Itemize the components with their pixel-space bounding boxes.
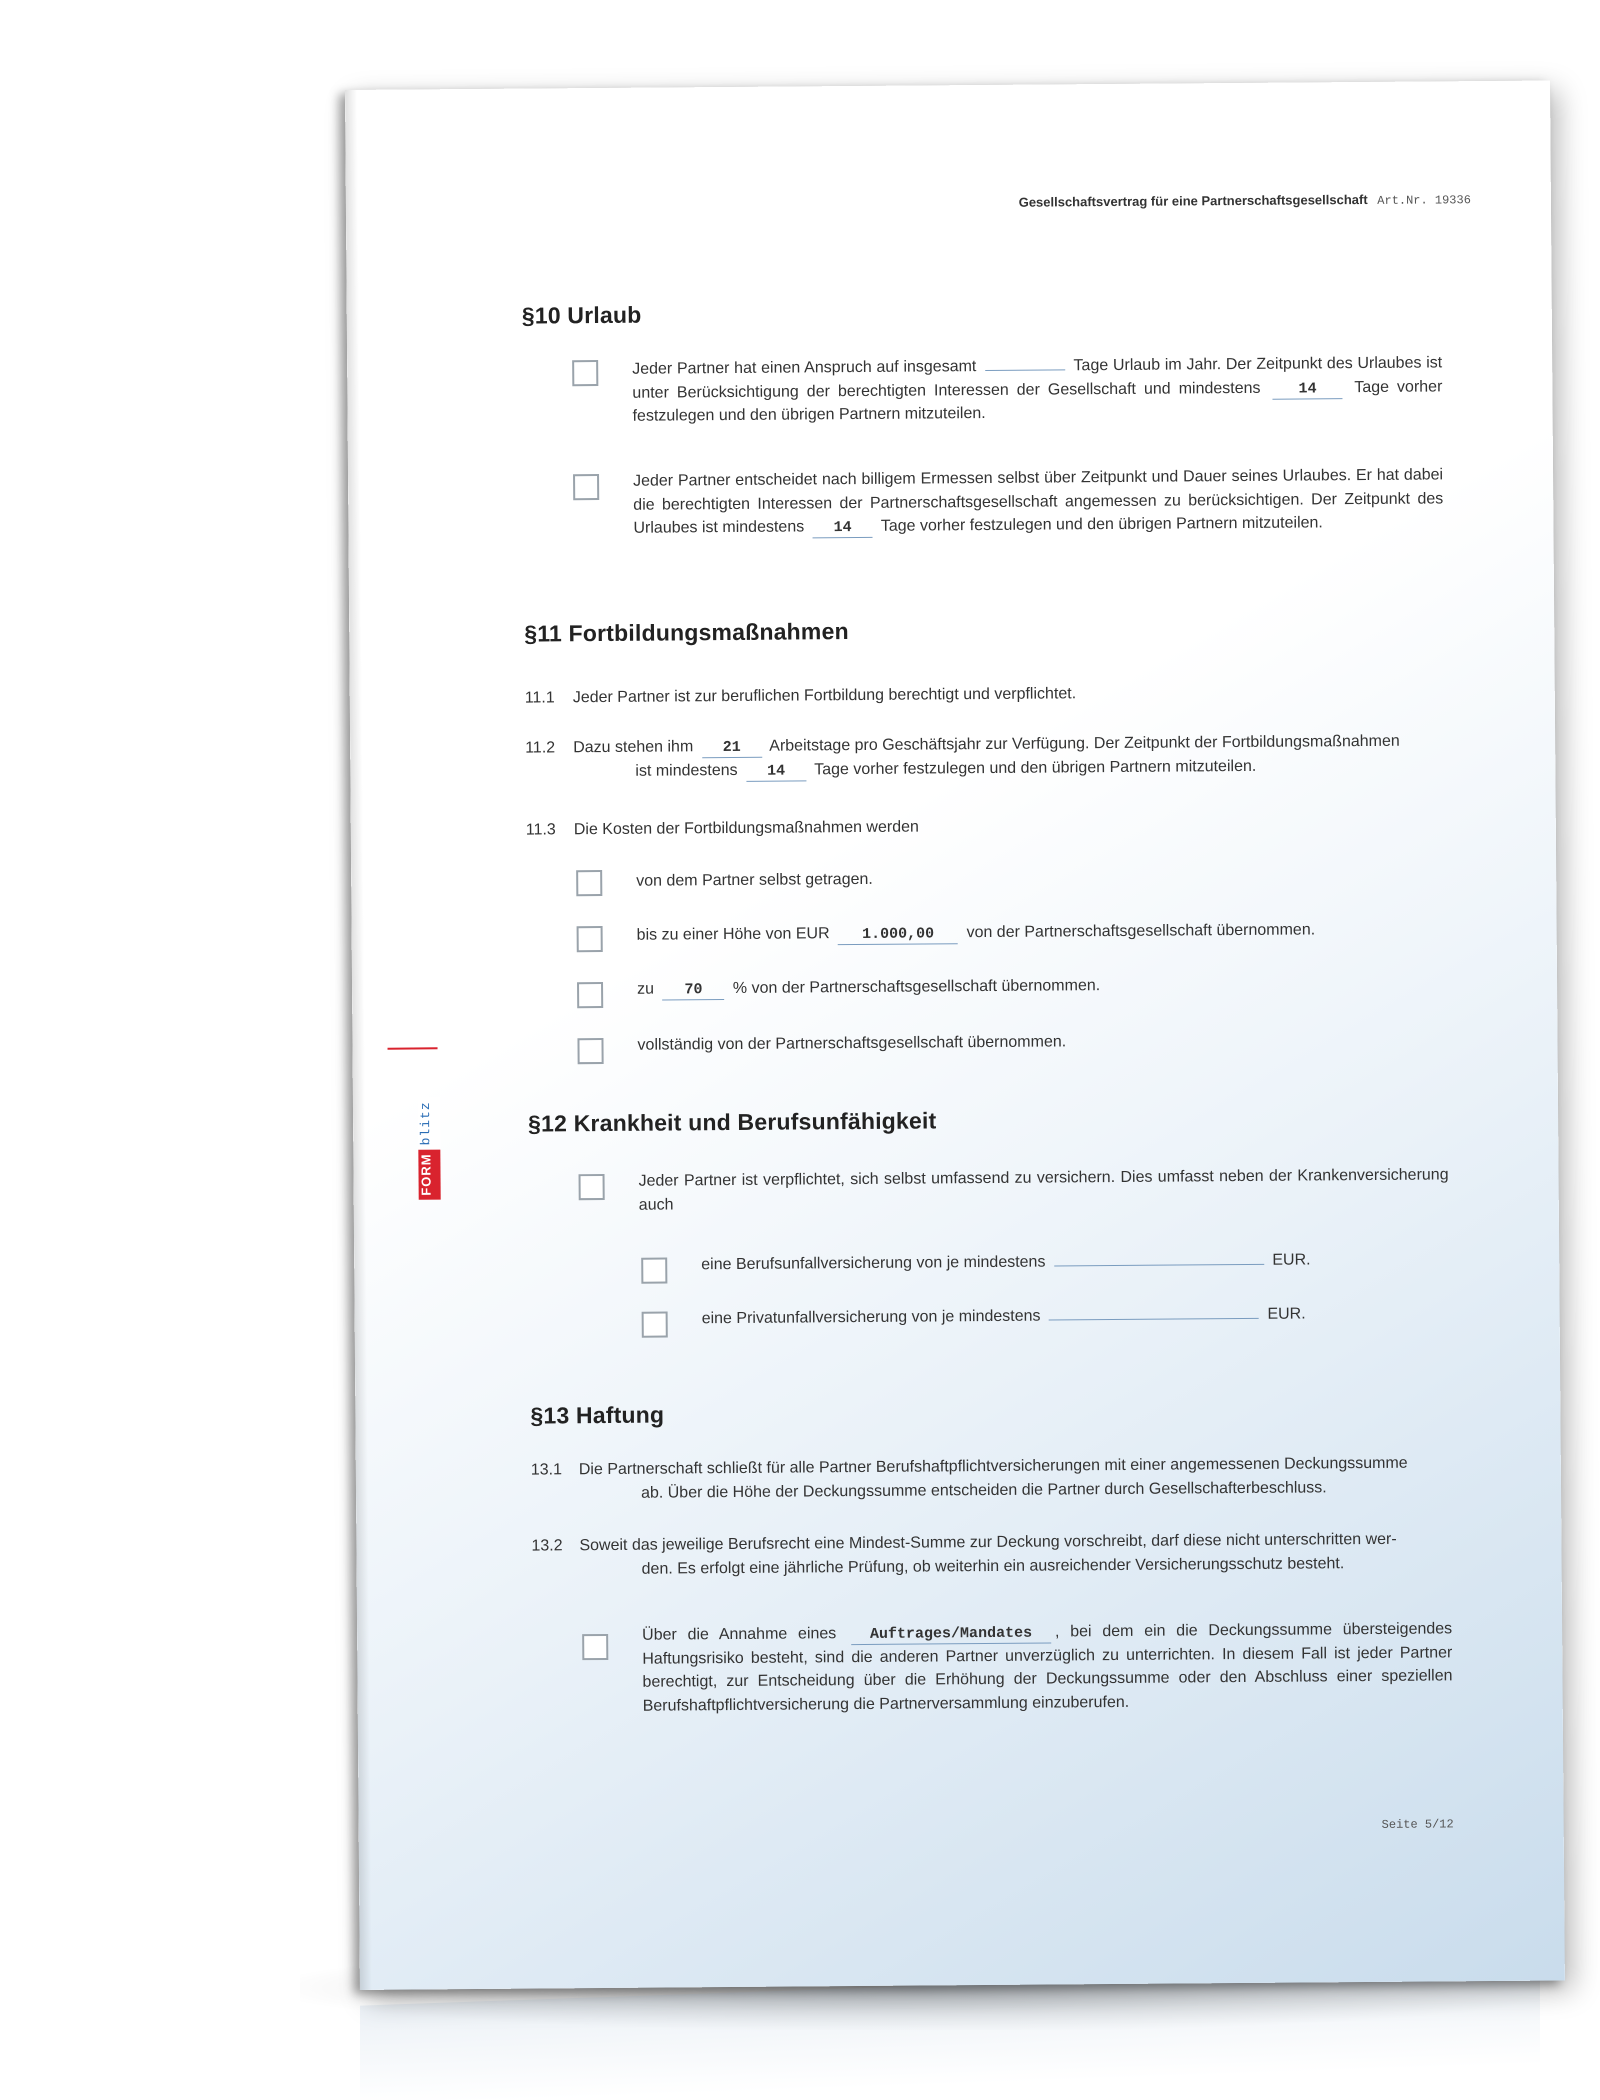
document-title: Gesellschaftsvertrag für eine Partnerschaftsgesellschaft: [1018, 191, 1368, 210]
text-segment: Die Kosten der Fortbildungsmaßnahmen werden: [573, 818, 919, 839]
text-segment: % von der Partnerschaftsgesellschaft übernommen.: [732, 977, 1101, 997]
option-cost-self: von dem Partner selbst getragen.: [636, 870, 873, 890]
checkbox-urlaub-fixed[interactable]: [572, 360, 598, 386]
notice-days-field[interactable]: 14: [746, 762, 806, 781]
clause-11-1: [525, 679, 1445, 710]
text-segment: Jeder Partner ist zur beruflichen Fortbildung berechtigt und verpflichtet.: [572, 685, 1077, 707]
text-segment: ist mindestens: [635, 761, 738, 780]
section-heading-urlaub: §10 Urlaub: [521, 301, 642, 329]
formblitz-logo: [418, 1049, 441, 1199]
mandate-type-field[interactable]: Auftrages/Mandates: [851, 1625, 1051, 1646]
checkbox-private-accident[interactable]: [642, 1312, 668, 1338]
logo-form-text: FORM: [418, 1149, 440, 1199]
article-number: Art.Nr. 19336: [1377, 193, 1471, 208]
text-segment: Tage Urlaub im Jahr. Der Zeitpunkt des Urlaubes ist unter Berücksichtigung der berechtigten Interessen der Gesellschaft und mindestens: [632, 354, 1443, 402]
checkbox-urlaub-flexible[interactable]: [573, 474, 599, 500]
text-segment: Arbeitstage pro Geschäftsjahr zur Verfügung. Der Zeitpunkt der Fortbildungsmaßnahmen: [769, 732, 1400, 755]
text-segment: EUR.: [1272, 1251, 1311, 1269]
text-segment: Dazu stehen ihm: [573, 738, 694, 757]
clause-number: 11.2: [525, 739, 556, 757]
occupational-insurance-amount-field[interactable]: [1054, 1264, 1264, 1267]
option-occupational-accident: [701, 1248, 1401, 1277]
text-segment: zu: [637, 980, 655, 998]
document-body: [521, 291, 1453, 1715]
text-segment: Soweit das jeweilige Berufsrecht eine Mindest-Summe zur Deckung vorschreibt, darf diese nicht unterschritten wer-: [579, 1530, 1397, 1555]
text-segment: , bei dem ein die Deckungssumme übersteigendes Haftungsrisiko besteht, sind die anderen Partner unverzüglich zu unterrichten. In diesem Fall ist jeder Partner berechtigt, zur Entscheidung über die Erhöhung der Deckungssumme oder den Abschluss einer speziellen Berufshaftpflichtversicherung die Partnerversammlung einzuberufen.: [642, 1620, 1453, 1715]
option-insurance: Jeder Partner ist verpflichtet, sich selbst umfassend zu versichern. Dies umfasst neben der Krankenversicherung auch: [638, 1166, 1449, 1214]
option-urlaub-flexible: [633, 463, 1444, 540]
clause-number: 13.1: [530, 1461, 563, 1479]
document-page: [345, 81, 1565, 1990]
text-segment: eine Privatunfallversicherung von je mindestens: [701, 1307, 1041, 1328]
section-heading-haftung: §13 Haftung: [530, 1401, 665, 1429]
text-segment: Über die Annahme eines: [642, 1625, 837, 1644]
clause-11-2: [525, 729, 1445, 784]
checkbox-cost-self[interactable]: [576, 870, 602, 896]
checkbox-high-risk-mandate[interactable]: [582, 1634, 608, 1660]
page-number: Seite 5/12: [1381, 1817, 1454, 1832]
page-header: [1019, 191, 1471, 211]
text-segment: den. Es erfolgt eine jährliche Prüfung, ob weiterhin ein ausreichender Versicherungsschutz besteht.: [641, 1554, 1345, 1578]
option-cost-percent: [637, 971, 1447, 1001]
checkbox-insurance[interactable]: [579, 1174, 605, 1200]
vacation-days-field[interactable]: [985, 369, 1065, 371]
checkbox-cost-full[interactable]: [577, 1038, 603, 1064]
text-segment: ab. Über die Höhe der Deckungssumme entscheiden die Partner durch Gesellschafterbeschluss.: [640, 1479, 1327, 1502]
option-high-risk-mandate: [642, 1617, 1453, 1718]
text-segment: Tage vorher festzulegen und den übrigen Partnern mitzuteilen.: [880, 514, 1323, 536]
section-heading-krankheit: §12 Krankheit und Berufsunfähigkeit: [528, 1107, 937, 1137]
text-segment: Tage vorher festzulegen und den übrigen Partnern mitzuteilen.: [632, 378, 1443, 426]
text-segment: bis zu einer Höhe von EUR: [636, 925, 830, 944]
clause-number: 11.1: [524, 689, 555, 707]
notice-days-field[interactable]: 14: [813, 519, 873, 538]
text-segment: EUR.: [1267, 1305, 1306, 1323]
text-segment: Tage vorher festzulegen und den übrigen Partnern mitzuteilen.: [814, 757, 1257, 779]
text-segment: Jeder Partner entscheidet nach billigem Ermessen selbst über Zeitpunkt und Dauer seines Urlaubes. Er hat dabei die berechtigten Interessen der Partnerschaftsgesellschaft angemessen zu berücksichtigen. Der Zeitpunkt des Urlaubes ist mindestens: [633, 466, 1444, 538]
checkbox-cost-percent[interactable]: [577, 982, 603, 1008]
text-segment: Die Partnerschaft schließt für alle Partner Berufshaftpflichtversicherungen mit einer angemessenen Deckungssumme: [578, 1454, 1408, 1479]
clause-number: 11.3: [525, 821, 556, 839]
cost-amount-field[interactable]: 1.000,00: [838, 925, 958, 945]
checkbox-cost-limit[interactable]: [577, 926, 603, 952]
training-days-field[interactable]: 21: [702, 739, 762, 758]
text-segment: Jeder Partner hat einen Anspruch auf insgesamt: [632, 358, 977, 378]
section-heading-fortbildung: §11 Fortbildungsmaßnahmen: [524, 618, 849, 647]
option-cost-full: vollständig von der Partnerschaftsgesellschaft übernommen.: [637, 1033, 1067, 1054]
checkbox-occupational-accident[interactable]: [641, 1258, 667, 1284]
cost-percent-field[interactable]: 70: [662, 981, 724, 1000]
option-private-accident: [702, 1302, 1402, 1331]
clause-13-2: [531, 1527, 1451, 1582]
clause-number: 13.2: [531, 1537, 563, 1555]
private-insurance-amount-field[interactable]: [1049, 1318, 1259, 1321]
clause-11-3: [526, 811, 1446, 842]
text-segment: von der Partnerschaftsgesellschaft übernommen.: [966, 921, 1316, 942]
option-cost-limit: [637, 917, 1447, 947]
clause-13-1: [531, 1451, 1451, 1506]
logo-blitz-text: blitz: [418, 1097, 440, 1149]
text-segment: eine Berufsunfallversicherung von je mindestens: [701, 1253, 1046, 1274]
notice-days-field[interactable]: 14: [1272, 380, 1342, 400]
option-urlaub-fixed: [632, 351, 1443, 428]
